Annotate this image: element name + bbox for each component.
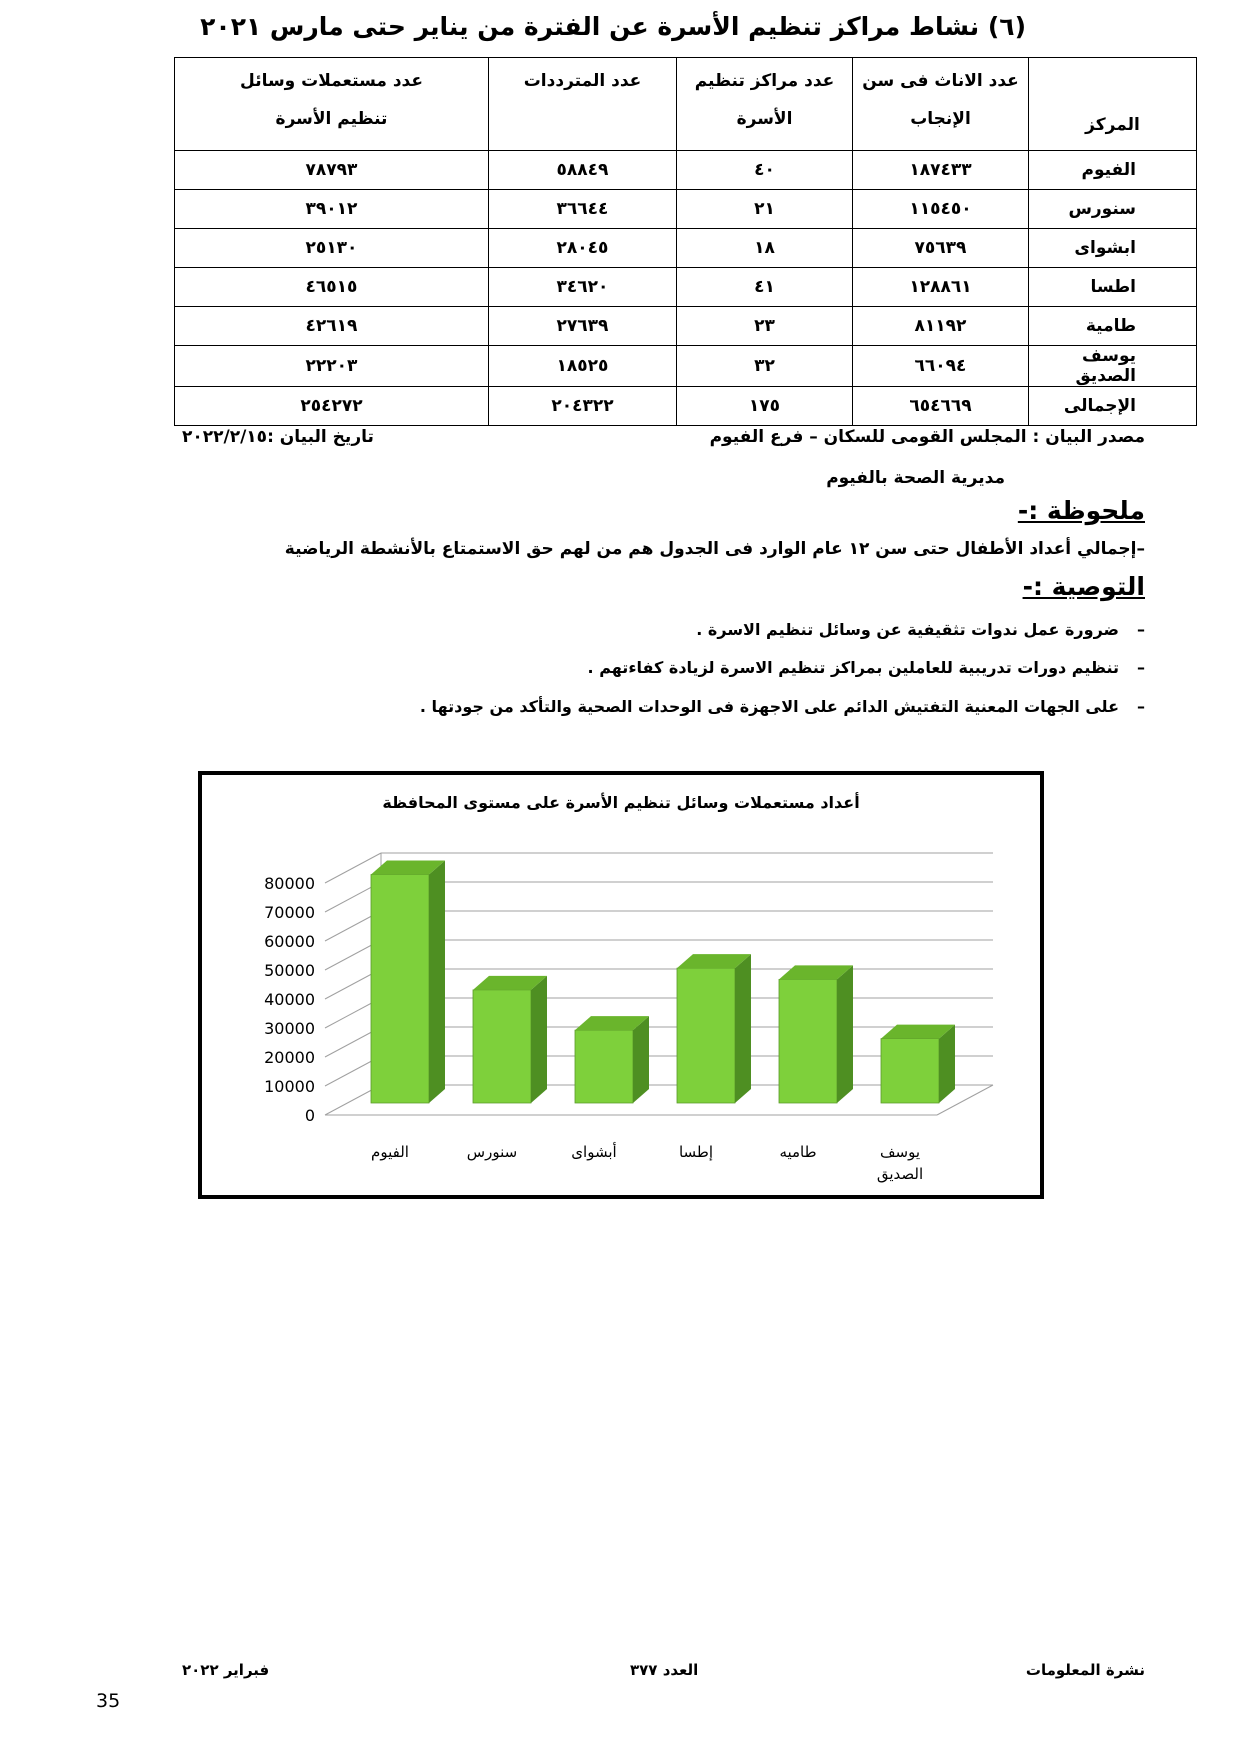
chart-frame [198, 771, 1044, 1199]
cell-users: ٧٨٧٩٣ [175, 151, 489, 190]
page-title: (٦) نشاط مراكز تنظيم الأسرة عن الفترة من يناير حتى مارس ٢٠٢١ [200, 12, 1026, 41]
cell-center: سنورس [1029, 190, 1197, 229]
cell-center: اطسا [1029, 268, 1197, 307]
column-header-users: عدد مستعملات وسائل تنظيم الأسرة [175, 58, 489, 151]
bar-front [371, 875, 429, 1103]
cell-visitors: ٢٧٦٣٩ [489, 307, 677, 346]
x-tick-label: إطسا [678, 1143, 714, 1161]
y-tick-label: 10000 [264, 1077, 315, 1096]
bar-side [429, 861, 445, 1103]
cell-visitors: ٣٦٦٤٤ [489, 190, 677, 229]
cell-centers: ٤٠ [677, 151, 853, 190]
x-axis [371, 1142, 923, 1183]
x-tick-label: سنورس [466, 1143, 518, 1161]
data-table [174, 57, 1197, 426]
cell-users: ٢٢٢٠٣ [175, 346, 489, 387]
bar-side [633, 1016, 649, 1103]
footer-issue: العدد ٣٧٧ [630, 1661, 699, 1679]
bar-chart [202, 775, 1040, 1195]
cell-women: ٦٥٤٦٦٩ [853, 387, 1029, 426]
cell-users: ٢٥١٣٠ [175, 229, 489, 268]
cell-centers: ١٨ [677, 229, 853, 268]
table-row [175, 268, 1197, 307]
data-date: تاريخ البيان :٢٠٢٢/٢/١٥ [182, 427, 374, 447]
x-tick-label: الصديق [876, 1165, 924, 1183]
column-header-women: عدد الاناث فى سن الإنجاب [853, 58, 1029, 151]
cell-women: ٨١١٩٢ [853, 307, 1029, 346]
x-tick-label: يوسف [879, 1143, 921, 1161]
note-heading: ملحوظة :- [1017, 496, 1145, 525]
x-tick-label: الفيوم [371, 1143, 409, 1161]
list-item: –تنظيم دورات تدريبية للعاملين بمراكز تنظيم الاسرة لزيادة كفاءتهم . [587, 658, 1145, 677]
cell-users: ٤٦٥١٥ [175, 268, 489, 307]
y-tick-label: 0 [304, 1106, 315, 1125]
cell-centers: ١٧٥ [677, 387, 853, 426]
y-tick-label: 20000 [264, 1048, 315, 1067]
list-item: –على الجهات المعنية التفتيش الدائم على الاجهزة فى الوحدات الصحية والتأكد من جودتها . [419, 697, 1145, 716]
cell-users: ٤٢٦١٩ [175, 307, 489, 346]
y-tick-label: 30000 [264, 1019, 315, 1038]
source-line-2: مديرية الصحة بالفيوم [826, 468, 1005, 488]
y-tick-label: 70000 [264, 903, 315, 922]
cell-center: الفيوم [1029, 151, 1197, 190]
cell-users: ٣٩٠١٢ [175, 190, 489, 229]
cell-women: ٧٥٦٣٩ [853, 229, 1029, 268]
cell-center: يوسف الصديق [1029, 346, 1197, 387]
cell-women: ١١٥٤٥٠ [853, 190, 1029, 229]
cell-centers: ٤١ [677, 268, 853, 307]
footer-date: فبراير ٢٠٢٢ [182, 1661, 270, 1679]
cell-users: ٢٥٤٢٧٢ [175, 387, 489, 426]
y-tick-label: 80000 [264, 874, 315, 893]
cell-centers: ٣٢ [677, 346, 853, 387]
note-text: –إجمالي أعداد الأطفال حتى سن ١٢ عام الوارد فى الجدول هم من لهم حق الاستمتاع بالأنشطة الرياضية [284, 539, 1145, 559]
table-row [175, 151, 1197, 190]
footer-publication: نشرة المعلومات [1025, 1661, 1145, 1679]
cell-visitors: ٥٨٨٤٩ [489, 151, 677, 190]
cell-center: ابشواى [1029, 229, 1197, 268]
cell-visitors: ٢٠٤٣٢٢ [489, 387, 677, 426]
column-header-centers: عدد مراكز تنظيم الأسرة [677, 58, 853, 151]
chart-title: أعداد مستعملات وسائل تنظيم الأسرة على مستوى المحافظة [382, 793, 860, 812]
cell-women: ١٢٨٨٦١ [853, 268, 1029, 307]
bars [371, 861, 955, 1103]
recommendation-heading: التوصية :- [1022, 572, 1145, 601]
cell-center: الإجمالى [1029, 387, 1197, 426]
column-header-visitors: عدد المترددات [489, 58, 677, 151]
x-tick-label: أبشواى [571, 1143, 617, 1161]
table-header-row [175, 58, 1197, 151]
source-line: مصدر البيان : المجلس القومى للسكان – فرع الفيوم [709, 427, 1145, 447]
table-row [175, 190, 1197, 229]
bar-side [735, 954, 751, 1103]
bar-side [531, 976, 547, 1103]
list-item: –ضرورة عمل ندوات تثقيفية عن وسائل تنظيم الاسرة . [696, 620, 1145, 639]
bar-side [837, 965, 853, 1103]
y-tick-label: 40000 [264, 990, 315, 1009]
table-row [175, 307, 1197, 346]
page-number: 35 [96, 1690, 121, 1712]
y-axis [264, 874, 315, 1125]
column-header-center: المركز [1029, 58, 1197, 151]
table-row [175, 229, 1197, 268]
cell-women: ٦٦٠٩٤ [853, 346, 1029, 387]
cell-center: طامية [1029, 307, 1197, 346]
table-row-total [175, 387, 1197, 426]
x-tick-label: طاميه [779, 1143, 817, 1161]
y-tick-label: 60000 [264, 932, 315, 951]
bar-front [779, 979, 837, 1103]
cell-visitors: ٣٤٦٢٠ [489, 268, 677, 307]
bar-front [575, 1030, 633, 1103]
cell-centers: ٢١ [677, 190, 853, 229]
bar-front [473, 990, 531, 1103]
bar-front [881, 1039, 939, 1103]
cell-women: ١٨٧٤٣٣ [853, 151, 1029, 190]
table-row [175, 346, 1197, 387]
bar-front [677, 968, 735, 1103]
cell-visitors: ٢٨٠٤٥ [489, 229, 677, 268]
cell-centers: ٢٣ [677, 307, 853, 346]
cell-visitors: ١٨٥٢٥ [489, 346, 677, 387]
y-tick-label: 50000 [264, 961, 315, 980]
